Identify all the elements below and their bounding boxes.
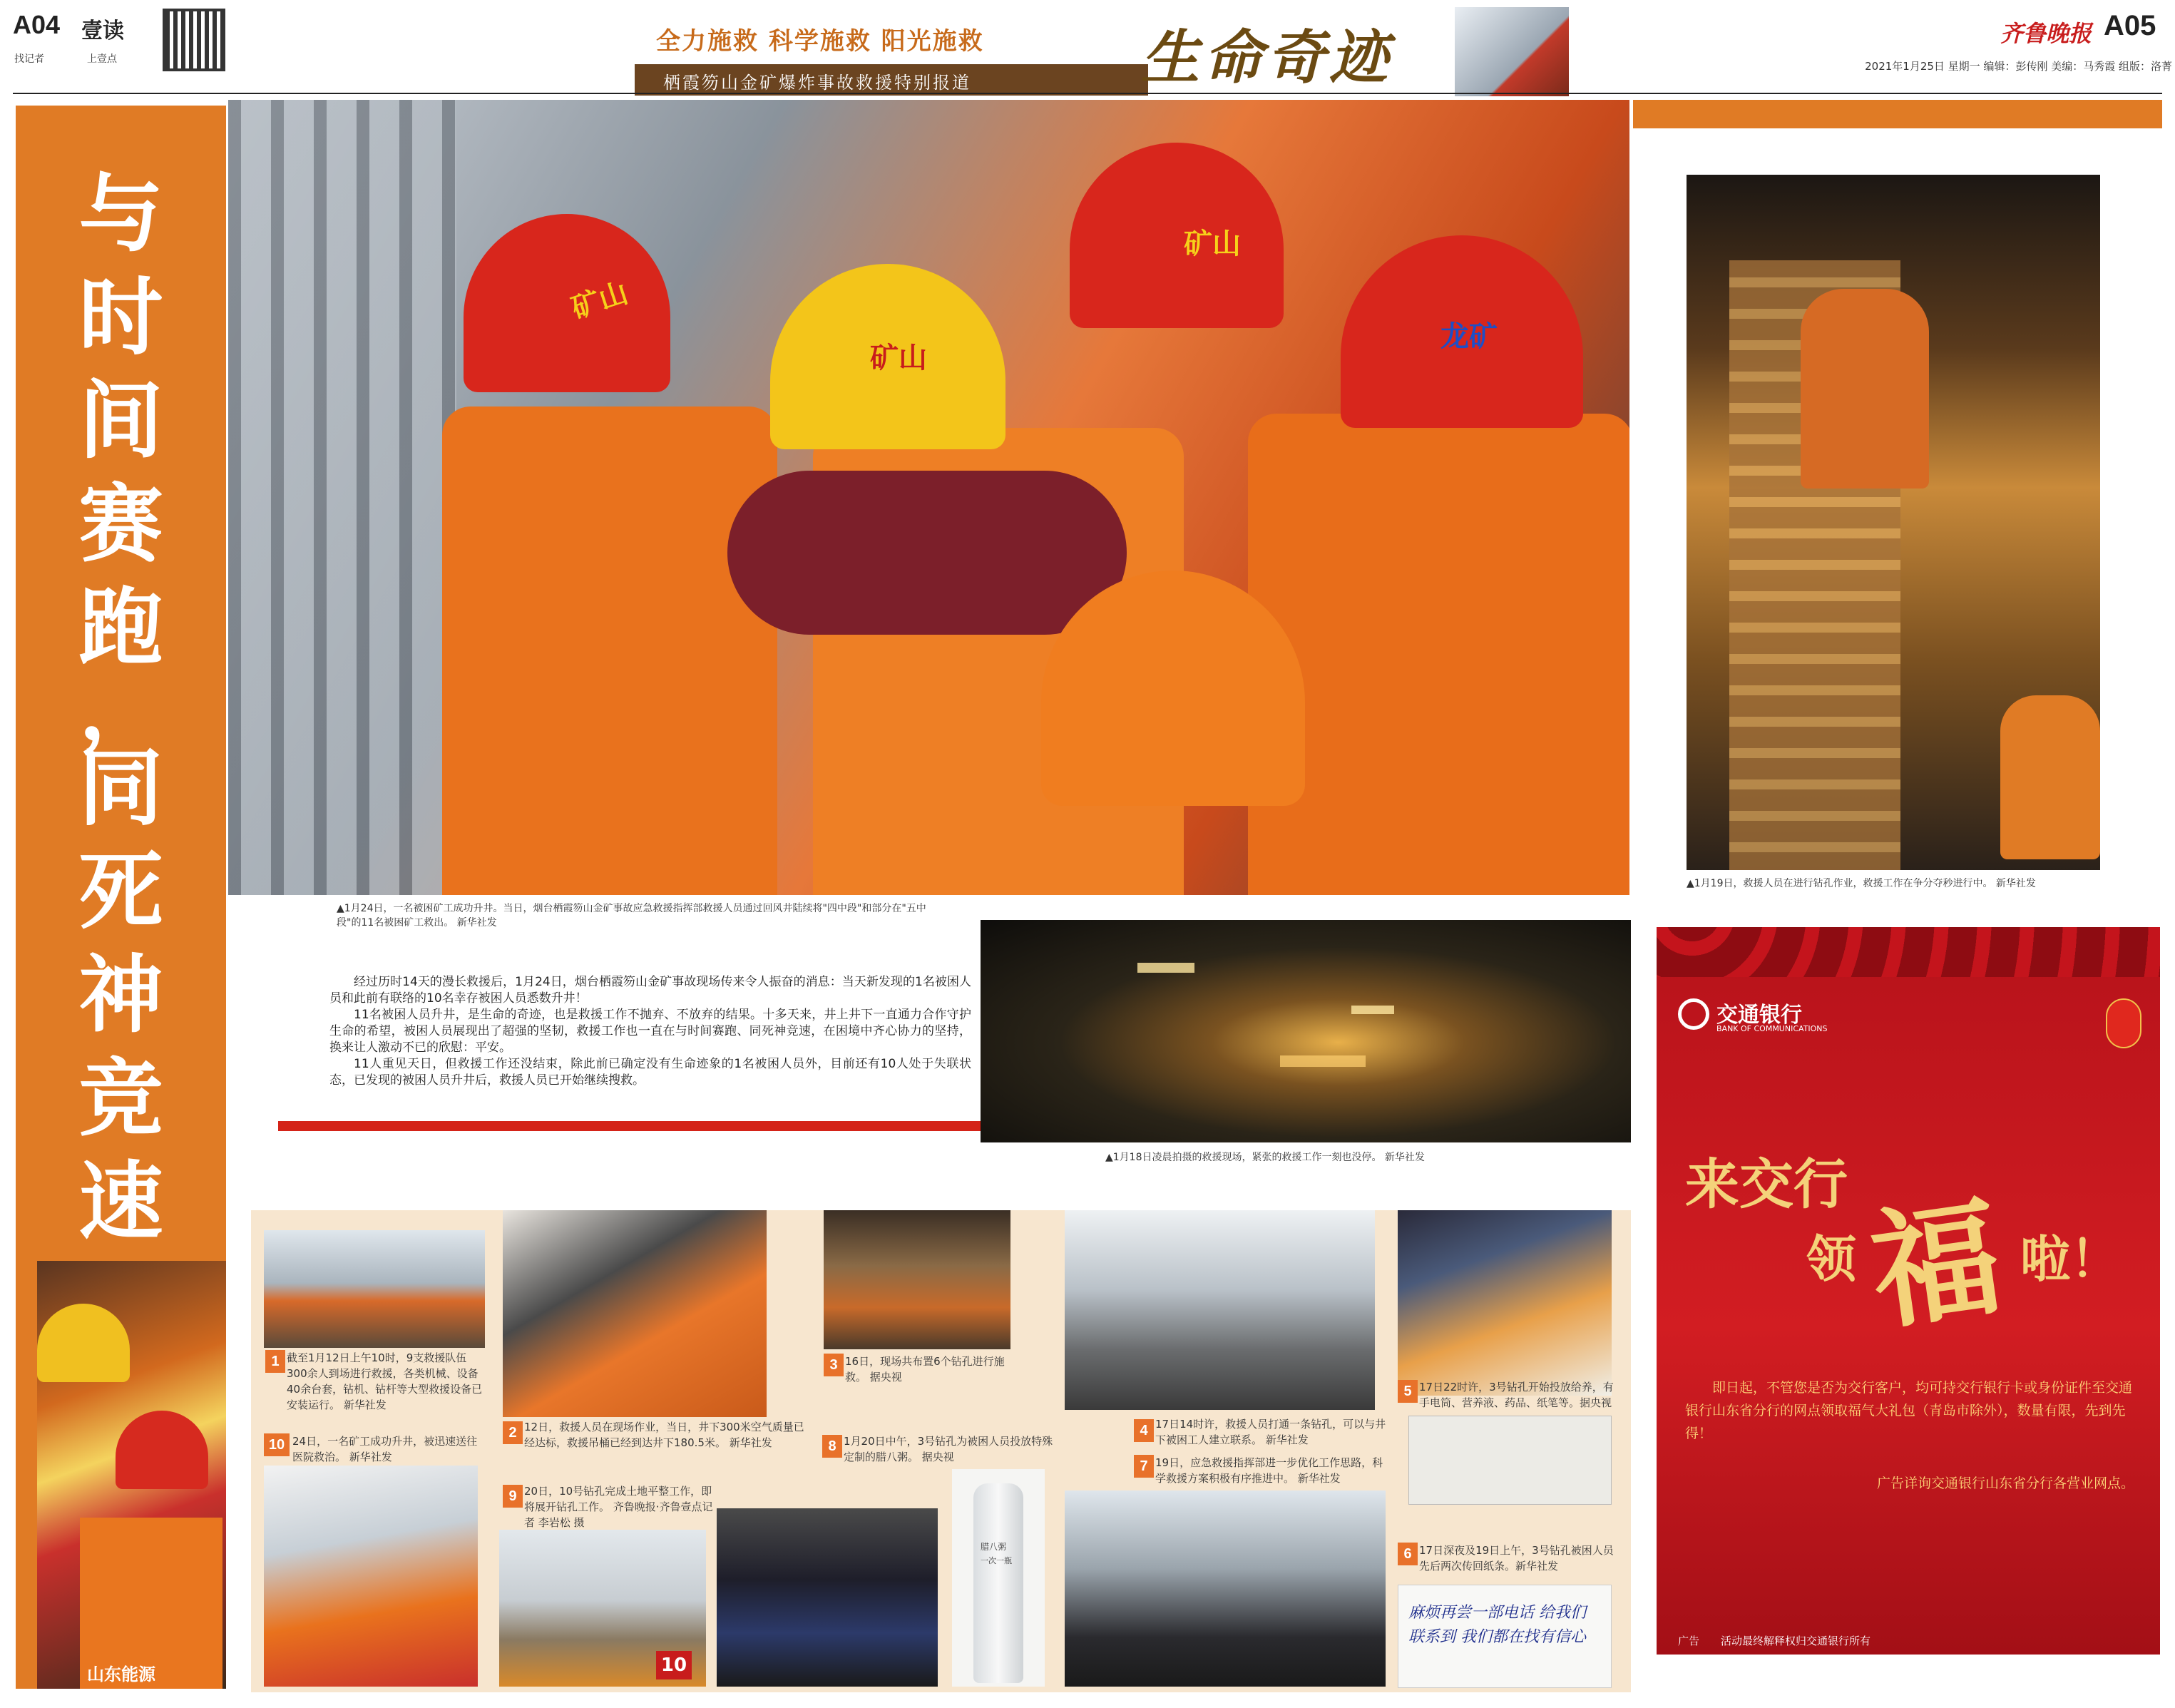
rescuers-side-photo bbox=[37, 1261, 226, 1689]
article-paragraph: 11人重见天日，但救援工作还没结束，除此前已确定没有生命迹象的1名被困人员外，目前还有10人处于失联状态，已发现的被困人员升井后，救援人员已开始继续搜救。 bbox=[329, 1057, 971, 1088]
timeline-photo-10 bbox=[264, 1466, 478, 1687]
bottle-shape bbox=[973, 1483, 1023, 1683]
headline-char: 死 bbox=[78, 842, 163, 941]
right-page-number: A05 bbox=[2104, 10, 2156, 41]
bank-name: 交通银行 bbox=[1716, 1003, 1802, 1028]
drilling-photo bbox=[1687, 175, 2100, 870]
ad-curtain bbox=[1657, 927, 2160, 977]
worker-shape bbox=[1801, 289, 1929, 489]
night-light-3 bbox=[1280, 1055, 1366, 1067]
bank-ad[interactable] bbox=[1657, 927, 2160, 1655]
ad-consult: 广告详询交通银行山东省分行各营业网点。 bbox=[1876, 1476, 2134, 1491]
night-light-1 bbox=[1137, 963, 1194, 973]
timeline-caption: 16日，现场共布置6个钻孔进行施救。 据央视 bbox=[845, 1355, 1005, 1384]
block-number-label: 10 bbox=[656, 1651, 692, 1679]
header-rule bbox=[13, 93, 2162, 94]
headline-char: 时 bbox=[78, 268, 163, 367]
helmet-yellow-shape bbox=[37, 1304, 130, 1382]
article-paragraph: 11名被困人员升井，是生命的奇迹，也是救援工作不抛弃、不放弃的结果。十多天来，井上井下一直通力合作守护生命的希望，被困人员展现出了超强的坚韧，救援工作也一直在与时间赛跑、同死神竞速，在困境中齐心协力的坚持，换来让人激动不已的欣慰：平安。 bbox=[329, 1008, 971, 1055]
handwriting-text: 麻烦再尝一部电话 给我们联系到 我们都在找有信心 bbox=[1408, 1604, 1586, 1646]
article-red-rule bbox=[278, 1121, 984, 1131]
main-photo-caption: ▲1月24日，一名被困矿工成功升井。当日，烟台栖霞笏山金矿事故应急救援指挥部救援人员通过回风井陆续将"四中段"和部分在"五中段"的11名被困矿工救出。 新华社发 bbox=[337, 903, 926, 929]
fu-character: 福 bbox=[1862, 1181, 2010, 1349]
night-photo-caption: ▲1月18日凌晨拍摄的救援现场，紧张的救援工作一刻也没停。 新华社发 bbox=[1105, 1152, 1425, 1163]
timeline-caption: 1月20日中午，3号钻孔为被困人员投放特殊定制的腊八粥。 据央视 bbox=[844, 1435, 1053, 1463]
helmet-yellow bbox=[770, 264, 1005, 449]
timeline-caption: 19日，应急救援指挥部进一步优化工作思路，科学救援方案积极有序推进中。 新华社发 bbox=[1155, 1456, 1383, 1485]
timeline-photo-1 bbox=[264, 1230, 485, 1348]
bank-name-en: BANK OF COMMUNICATIONS bbox=[1716, 1024, 1828, 1033]
timeline-photo-6-handwriting bbox=[1398, 1585, 1612, 1688]
survivor-shape bbox=[727, 471, 1127, 635]
timeline-photo-porridge bbox=[952, 1469, 1045, 1687]
ad-body: 即日起，不管您是否为交行客户，均可持交行银行卡或身份证件至交通银行山东省分行的网点领取福气大礼包（青岛市除外），数量有限，先到先得！ bbox=[1685, 1380, 2133, 1441]
timeline-number: 6 bbox=[1398, 1543, 1418, 1565]
timeline-number: 7 bbox=[1134, 1455, 1154, 1478]
headline-column bbox=[16, 106, 226, 1689]
article-body bbox=[329, 974, 971, 1089]
header-banner bbox=[635, 7, 1569, 96]
helmet-label: 龙矿 bbox=[1440, 320, 1498, 353]
left-section-name: 壹读 bbox=[81, 19, 124, 44]
timeline-photo-2 bbox=[503, 1210, 767, 1417]
ad-footer-text: 活动最终解释权归交通银行所有 bbox=[1721, 1635, 1871, 1647]
timeline-number: 10 bbox=[264, 1433, 290, 1456]
timeline-number: 9 bbox=[503, 1485, 523, 1508]
ad-line-2b: 啦！ bbox=[2020, 1229, 2120, 1289]
headline-char: 同 bbox=[78, 739, 163, 837]
left-sub-1: 找记者 bbox=[14, 53, 44, 65]
timeline-photo-6-note bbox=[1408, 1416, 1612, 1505]
timeline-photo-5 bbox=[1398, 1210, 1612, 1396]
header-left bbox=[13, 9, 270, 76]
rescuer-header-photo bbox=[1455, 7, 1569, 96]
timeline-photo-7 bbox=[1065, 1490, 1386, 1687]
timeline-number: 3 bbox=[824, 1354, 844, 1376]
headline-char: 赛 bbox=[78, 475, 163, 573]
helmet-red-shape bbox=[116, 1411, 208, 1489]
timeline-caption: 24日，一名矿工成功升井，被迅速送往医院救治。 新华社发 bbox=[292, 1435, 478, 1463]
timeline-photo-4 bbox=[1065, 1210, 1375, 1410]
main-rescue-photo bbox=[228, 100, 1629, 895]
helmet-label: 矿山 bbox=[567, 276, 633, 326]
calligraphy-title: 生命奇迹 bbox=[1141, 24, 1392, 92]
drilling-photo-caption: ▲1月19日，救援人员在进行钻孔作业，救援工作在争分夺秒进行中。 新华社发 bbox=[1687, 878, 2036, 889]
timeline-caption: 17日22时许，3号钻孔开始投放给养，有手电筒、营养液、药品、纸笔等。据央视 bbox=[1419, 1381, 1614, 1409]
qr-code-icon[interactable] bbox=[163, 9, 225, 71]
night-light-2 bbox=[1351, 1006, 1394, 1014]
timeline-photo-9 bbox=[499, 1530, 706, 1687]
timeline-number: 2 bbox=[503, 1421, 523, 1444]
timeline-photo-3 bbox=[824, 1210, 1010, 1349]
bank-logo-icon bbox=[1678, 998, 1709, 1030]
helmet-label: 矿山 bbox=[1184, 227, 1241, 260]
dateline: 2021年1月25日 星期一 编辑：彭传刚 美编：马秀霞 组版：洛菁 bbox=[1865, 60, 2172, 73]
left-sub-2: 上壹点 bbox=[87, 53, 117, 65]
helmet-red-1 bbox=[464, 214, 670, 392]
timeline-number: 4 bbox=[1134, 1419, 1154, 1442]
timeline-caption: 20日，10号钻孔完成土地平整工作，即将展开钻孔工作。 齐鲁晚报·齐鲁壹点记者 李岩松 摄 bbox=[524, 1485, 713, 1529]
timeline-number: 8 bbox=[822, 1435, 842, 1458]
timeline-number: 5 bbox=[1398, 1380, 1418, 1403]
helmet-red-2 bbox=[1070, 143, 1284, 328]
vest-label: 山东能源 bbox=[87, 1664, 155, 1684]
ad-line-2a: 领 bbox=[1806, 1229, 1856, 1289]
timeline-number: 1 bbox=[265, 1350, 285, 1373]
timeline-caption: 截至1月12日上午10时，9支救援队伍300余人到场进行救援，各类机械、设备40余台套，钻机、钻杆等大型救援设备已安装运行。 新华社发 bbox=[287, 1351, 483, 1411]
helmet-red-3 bbox=[1341, 235, 1583, 428]
headline-char: 神 bbox=[78, 946, 163, 1044]
timeline-caption: 12日，救援人员在现场作业，当日，井下300米空气质量已经达标，救援吊桶已经到达井下180.5米。 新华社发 bbox=[524, 1421, 804, 1449]
bottle-label: 腊八粥 bbox=[981, 1542, 1007, 1552]
rescuer-3-shape bbox=[1248, 414, 1629, 895]
timeline-caption: 17日深夜及19日上午，3号钻孔被困人员先后两次传回纸条。新华社发 bbox=[1419, 1544, 1614, 1573]
bottle-sublabel: 一次一瓶 bbox=[981, 1556, 1012, 1565]
headline-char: ， bbox=[78, 659, 163, 757]
night-site-photo bbox=[981, 920, 1631, 1142]
subtitle: 栖霞笏山金矿爆炸事故救援特别报道 bbox=[663, 73, 971, 93]
article-paragraph: 经过历时14天的漫长救援后，1月24日，烟台栖霞笏山金矿事故现场传来令人振奋的消息：当天新发现的1名被困人员和此前有联络的10名幸存被困人员悉数升井！ bbox=[329, 975, 971, 1006]
rescuer-1-shape bbox=[442, 406, 777, 895]
ad-footer-label: 广告 bbox=[1678, 1635, 1700, 1647]
headline-char: 竞 bbox=[78, 1049, 163, 1147]
ad-line-1: 来交行 bbox=[1685, 1152, 1848, 1216]
headline-char: 间 bbox=[78, 372, 163, 470]
left-page-number: A04 bbox=[13, 10, 61, 39]
headline bbox=[16, 163, 226, 1254]
slogan: 全力施救 科学施救 阳光施救 bbox=[656, 27, 984, 56]
headline-char: 与 bbox=[78, 165, 163, 263]
worker-2-shape bbox=[2000, 695, 2100, 859]
paper-name: 齐鲁晚报 bbox=[2000, 20, 2092, 47]
scaffold-shape bbox=[228, 100, 456, 895]
helmet-label: 矿山 bbox=[870, 342, 927, 374]
headline-char: 跑 bbox=[78, 578, 163, 677]
timeline-caption: 17日14时许，救援人员打通一条钻孔，可以与井下被困工人建立联系。 新华社发 bbox=[1155, 1418, 1386, 1446]
timeline-photo-8 bbox=[717, 1508, 938, 1687]
lantern-icon bbox=[2106, 998, 2141, 1048]
headline-char: 速 bbox=[78, 1152, 163, 1251]
